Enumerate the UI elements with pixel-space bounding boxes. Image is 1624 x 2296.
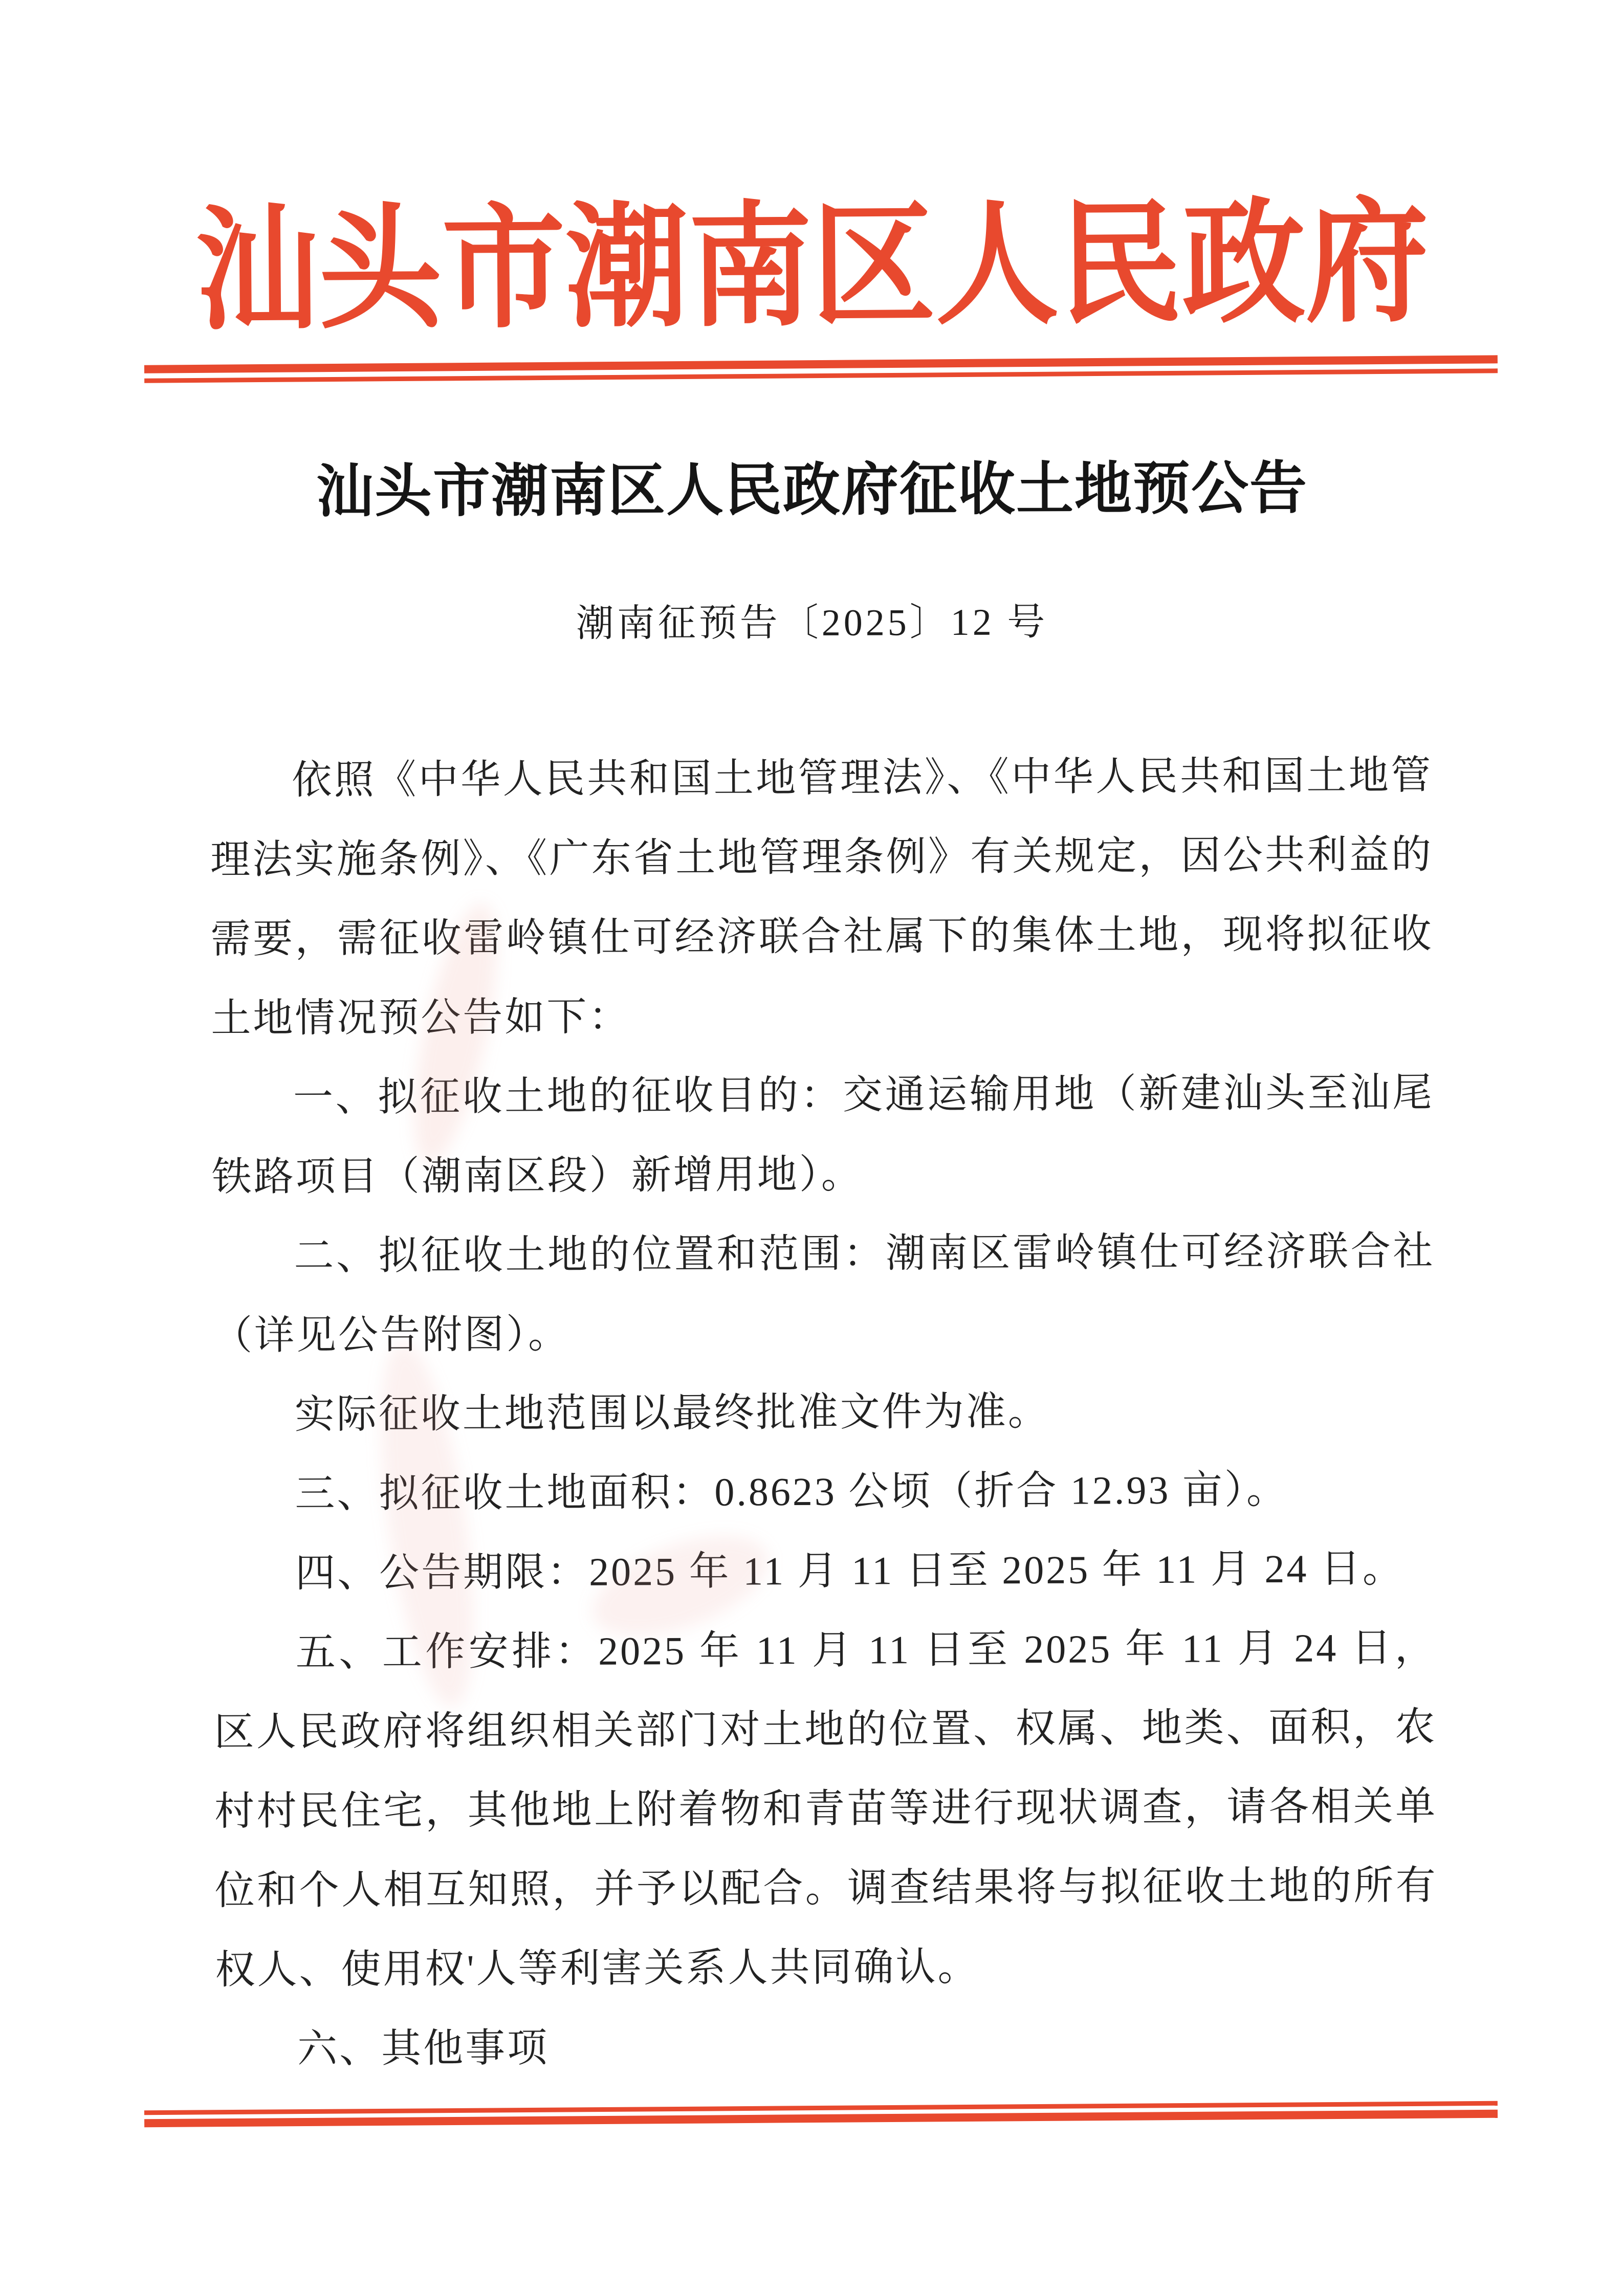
paragraph-item-6-other-matters: 六、其他事项 bbox=[297, 2025, 550, 2071]
paragraph-intro: 依照《中华人民共和国土地管理法》、《中华人民共和国土地管理法实施条例》、《广东省土地管理条例》有关规定，因公共利益的需要，需征收雷岭镇仕可经济联合社属下的集体土地，现将拟征收土地情况预公告如下： bbox=[210, 753, 1434, 1041]
paragraph-item-4-notice-period: 四、公告期限：2025 年 11 月 11 日至 2025 年 11 月 24 日。 bbox=[295, 1546, 1405, 1596]
document-number: 潮南征预告〔2025〕12 号 bbox=[576, 601, 1048, 645]
document-body bbox=[210, 736, 1438, 2089]
paragraph-item-3-area: 三、拟征收土地面积：0.8623 公顷（折合 12.93 亩）。 bbox=[295, 1467, 1289, 1516]
paragraph-item-5-work-plan: 五、工作安排：2025 年 11 月 11 日至 2025 年 11 月 24 日，区人民政府将组织相关部门对土地的位置、权属、地类、面积，农村村民住宅，其他地上附着物和青苗等进行现状调查，请各相关单位和个人相互知照，并予以配合。调查结果将与拟征收土地的所有权人、使用权'人等利害关系人共同确认。 bbox=[214, 1625, 1438, 1992]
document-title: 汕头市潮南区人民政府征收土地预公告 bbox=[316, 457, 1308, 524]
paragraph-scope-note: 实际征收土地范围以最终批准文件为准。 bbox=[294, 1388, 1050, 1437]
letterhead-separator bbox=[144, 355, 1498, 383]
footer-separator bbox=[144, 2101, 1498, 2127]
letterhead-org-name: 汕头市潮南区人民政府 bbox=[194, 189, 1430, 346]
paragraph-item-2-location: 二、拟征收土地的位置和范围：潮南区雷岭镇仕可经济联合社（详见公告附图）。 bbox=[212, 1228, 1435, 1358]
paragraph-item-1-purpose: 一、拟征收土地的征收目的：交通运输用地（新建汕头至汕尾铁路项目（潮南区段）新增用地）。 bbox=[211, 1070, 1435, 1199]
